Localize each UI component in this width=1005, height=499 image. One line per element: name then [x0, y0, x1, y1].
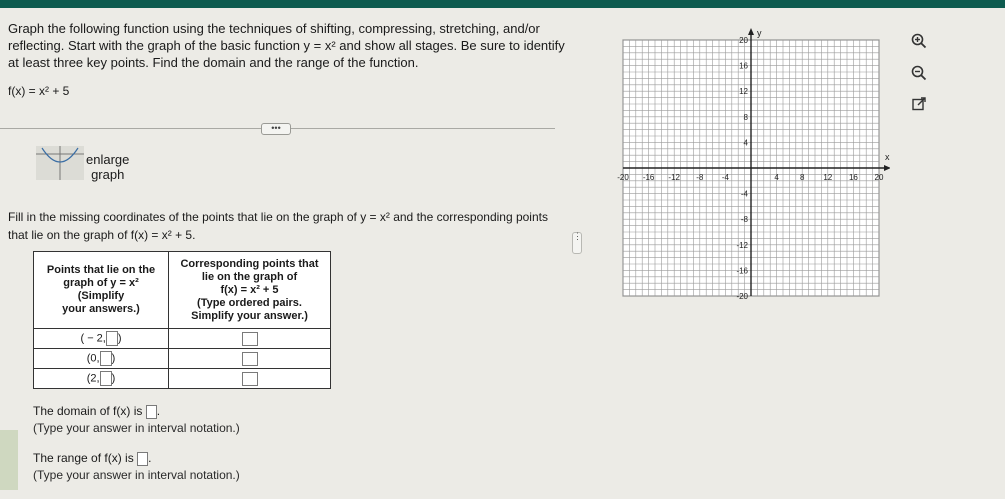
x-tick-label: -12 [668, 173, 680, 182]
x-tick-label: 8 [799, 173, 805, 182]
range-hint: (Type your answer in interval notation.) [33, 468, 240, 482]
points-table [33, 251, 331, 389]
pair-close: ) [111, 352, 116, 365]
y-tick-label: 16 [739, 61, 748, 71]
x-tick-label: 20 [874, 173, 884, 182]
table-row [34, 349, 331, 369]
y-tick-label: 20 [739, 36, 748, 45]
range-question [33, 450, 151, 466]
domain-suffix: . [156, 404, 161, 418]
coordinate-grid[interactable] [605, 26, 890, 316]
pair-open: (0, [86, 352, 100, 365]
x-tick-label: 16 [848, 173, 858, 182]
x-tick-label: -20 [617, 173, 629, 182]
function-text: f(x) = x² + 5 [8, 84, 70, 98]
domain-input[interactable] [146, 405, 157, 419]
header-left-line: (Simplify [77, 290, 125, 302]
header-left [34, 252, 169, 329]
x-tick-label: -4 [721, 173, 729, 182]
show-more-button[interactable]: ••• [261, 123, 291, 135]
y-input-1[interactable] [106, 331, 118, 346]
header-right-line: lie on the graph of [201, 270, 298, 283]
x-tick-label: -8 [696, 173, 704, 182]
x-tick-label: -16 [642, 173, 655, 182]
x-axis-label: x [885, 152, 890, 162]
pair-input-2[interactable] [242, 352, 258, 366]
y-tick-label: 12 [739, 87, 748, 97]
table-header-row [34, 252, 331, 329]
table-row [34, 329, 331, 349]
panel-resize-handle[interactable]: ⋮ [572, 232, 582, 254]
y-axis-label: y [757, 28, 762, 38]
y-tick-label: -4 [740, 189, 748, 199]
header-right [169, 252, 331, 329]
header-right-line: Simplify your answer.) [191, 309, 308, 322]
enlarge-line1: enlarge [86, 152, 130, 167]
domain-question [33, 403, 160, 419]
fill-in-instructions: Fill in the missing coordinates of the points that lie on the graph of y = x² and the corresponding points that lie on the graph of f(x) = x² + 5. [8, 210, 548, 242]
x-axis-arrow [884, 165, 890, 171]
header-right-line: (Type ordered pairs. [197, 296, 302, 309]
enlarge-line2: graph [91, 167, 125, 182]
function-expression [8, 84, 69, 98]
y-axis-arrow [748, 28, 754, 35]
popout-icon[interactable] [908, 93, 930, 115]
header-right-line: Corresponding points that [180, 257, 319, 270]
table-cell [34, 329, 169, 349]
y-tick-label: 4 [743, 138, 748, 148]
table-cell [34, 349, 169, 369]
table-row [34, 369, 331, 389]
graph-thumbnail[interactable] [36, 146, 84, 180]
y-tick-label: -12 [736, 240, 748, 250]
table-cell [34, 369, 169, 389]
range-suffix: . [148, 451, 152, 465]
domain-prefix: The domain of f(x) is [33, 404, 143, 418]
table-cell [169, 329, 331, 349]
y-tick-label: -16 [736, 266, 748, 276]
header-right-line: f(x) = x² + 5 [220, 283, 279, 296]
header-left-line: your answers.) [62, 303, 140, 315]
left-accent-strip [0, 430, 18, 490]
pair-input-3[interactable] [242, 372, 258, 386]
range-input[interactable] [137, 452, 148, 466]
x-tick-label: 4 [774, 173, 779, 182]
y-input-3[interactable] [100, 371, 112, 386]
header-left-line: Points that lie on the [46, 264, 156, 276]
y-tick-label: -20 [736, 292, 748, 301]
range-prefix: The range of f(x) is [33, 451, 134, 465]
pair-input-1[interactable] [242, 332, 258, 346]
question-instructions: Graph the following function using the techniques of shifting, compressing, stretching, and/or reflecting. Start with the graph of the basic function y = x² and show all stages. Be sure to identify at least three key points. Find the domain and the range of the function. [8, 21, 565, 70]
pair-open: (2, [86, 372, 100, 385]
domain-hint: (Type your answer in interval notation.) [33, 421, 240, 435]
y-tick-label: 8 [743, 112, 748, 122]
table-cell [169, 369, 331, 389]
pair-close: ) [117, 332, 122, 345]
enlarge-graph-link[interactable] [86, 152, 129, 182]
top-bar [0, 0, 1005, 8]
header-left-line: graph of y = x² [63, 277, 139, 289]
y-tick-label: -8 [740, 215, 748, 225]
x-tick-label: 12 [823, 173, 833, 182]
pair-open: ( − 2, [80, 332, 106, 345]
zoom-out-icon[interactable] [908, 62, 930, 84]
pair-close: ) [111, 372, 116, 385]
zoom-in-icon[interactable] [908, 30, 930, 52]
y-input-2[interactable] [100, 351, 112, 366]
table-cell [169, 349, 331, 369]
